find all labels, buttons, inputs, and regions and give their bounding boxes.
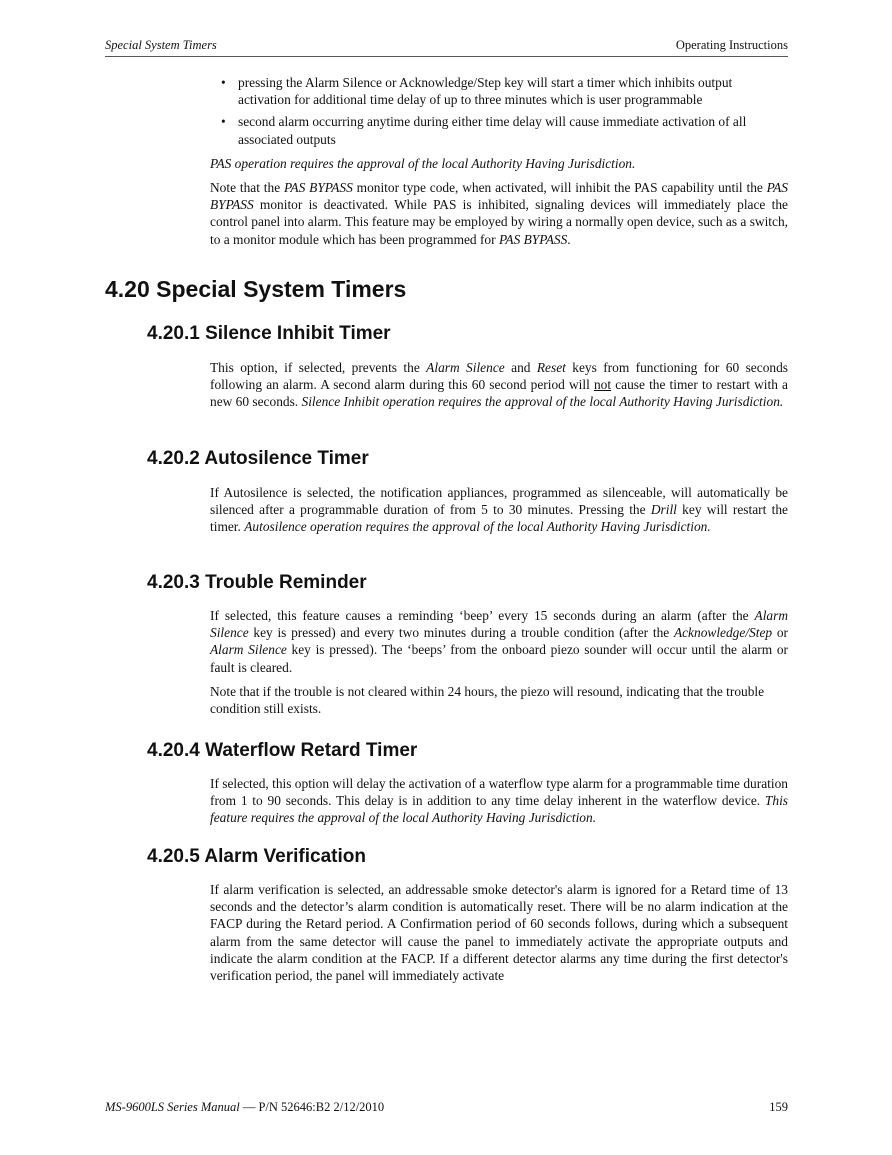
header-chapter-title: Operating Instructions xyxy=(675,38,788,52)
section-heading: 4.20 Special System Timers xyxy=(105,276,407,302)
trouble-reminder-text xyxy=(210,607,788,724)
pas-approval-note: PAS operation requires the approval of the local Authority Having Jurisdiction. xyxy=(210,155,636,171)
list-item: • second alarm occurring anytime during either time delay will cause immediate activation of all associated outputs xyxy=(238,113,788,147)
page-number: 159 xyxy=(769,1100,788,1114)
trouble-reminder-note: Note that if the trouble is not cleared within 24 hours, the piezo will resound, indicating that the trouble condition still exists. xyxy=(210,683,765,717)
autosilence-paragraph: If Autosilence is selected, the notification appliances, programmed as silenceable, will automatically be silenced after a programmable duration of from 5 to 30 minutes. Pressing the Drill key will restart the timer. Autosilence operation requires the approval of the local Authority Having Jurisdiction. xyxy=(210,485,789,535)
subsection-heading-alarm-verification: 4.20.5 Alarm Verification xyxy=(147,846,366,867)
subsection-heading-waterflow: 4.20.4 Waterflow Retard Timer xyxy=(147,740,418,761)
intro-content xyxy=(210,74,788,255)
footer-manual-info: MS-9600LS Series Manual — P/N 52646:B2 2/12/2010 xyxy=(105,1100,385,1114)
silence-inhibit-paragraph: This option, if selected, prevents the Alarm Silence and Reset keys from functioning for 60 seconds following an alarm. A second alarm during this 60 second period will not cause the timer to restart with a new 60 seconds. Silence Inhibit operation requires the approval of the local Authority Having Jurisdiction. xyxy=(210,360,788,410)
subsection-heading-autosilence: 4.20.2 Autosilence Timer xyxy=(147,448,369,469)
page-header xyxy=(105,36,788,57)
header-section-title: Special System Timers xyxy=(105,38,217,52)
pas-bypass-paragraph: Note that the PAS BYPASS monitor type code, when activated, will inhibit the PAS capability until the PAS BYPASS monitor is deactivated. While PAS is inhibited, signaling devices will immediately place the control panel into alarm. This feature may be employed by wiring a normally open device, such as a switch, to a monitor module which has been programmed for PAS BYPASS. xyxy=(210,180,788,247)
alarm-verification-paragraph: If alarm verification is selected, an addressable smoke detector's alarm is ignored for a Retard time of 13 seconds and the detector’s alarm condition is automatically reset. There will be no alarm indication at the FACP during the Retard period. A Confirmation period of 60 seconds follows, during which a subsequent alarm from the same detector will cause the panel to immediately activate the appropriate outputs and indicate the alarm condition at the FACP. If a different detector alarms any time during the first detector's verification period, the panel will immediately activate xyxy=(210,882,788,984)
waterflow-paragraph: If selected, this option will delay the activation of a waterflow type alarm for a programmable time duration from 1 to 90 seconds. This delay is in addition to any time delay inherent in the waterflow device. This feature requires the approval of the local Authority Having Jurisdiction. xyxy=(210,776,788,826)
bullet-list xyxy=(210,74,788,148)
subsection-heading-trouble-reminder: 4.20.3 Trouble Reminder xyxy=(147,572,367,593)
subsection-heading-silence-inhibit: 4.20.1 Silence Inhibit Timer xyxy=(147,323,391,344)
trouble-reminder-paragraph: If selected, this feature causes a reminding ‘beep’ every 15 seconds during an alarm (after the Alarm Silence key is pressed) and every two minutes during a trouble condition (after the Acknowledge/Step or Alarm Silence key is pressed). The ‘beeps’ from the onboard piezo sounder will occur until the alarm or fault is cleared. xyxy=(210,608,788,675)
list-item: • pressing the Alarm Silence or Acknowledge/Step key will start a timer which inhibits output activation for additional time delay of up to three minutes which is user programmable xyxy=(238,74,788,108)
